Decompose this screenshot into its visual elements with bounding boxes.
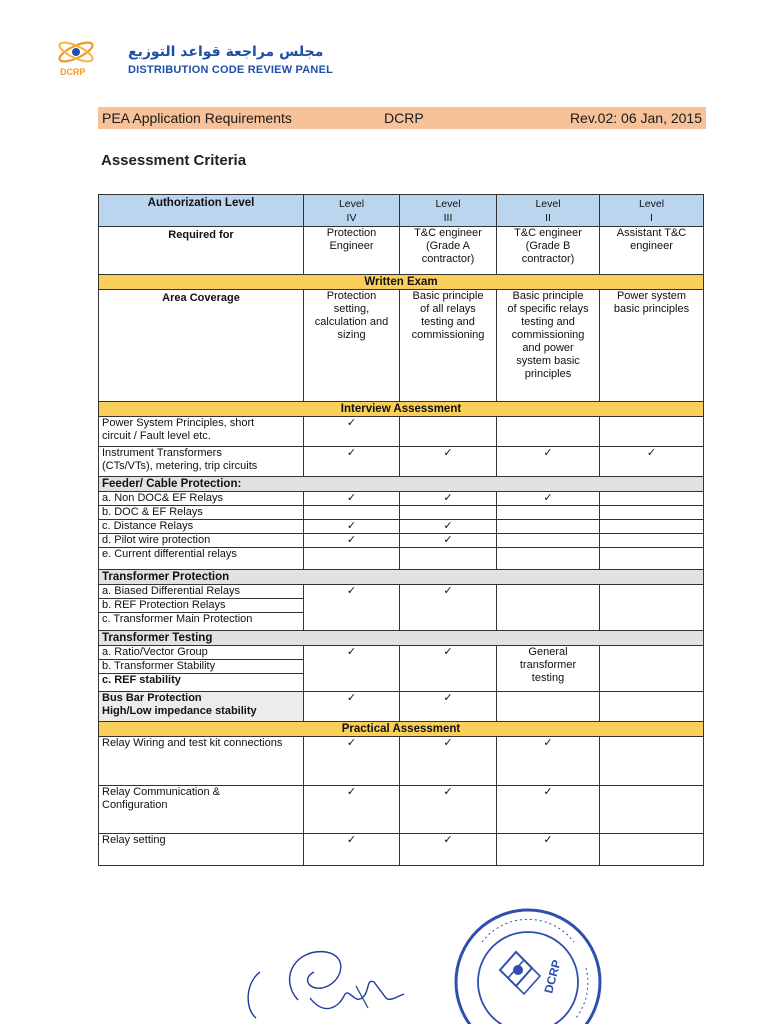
check-mark: ✓ [304,447,400,477]
text-line: Relay setting [102,834,166,846]
table-row [99,834,704,866]
text-line: Configuration [102,799,168,811]
level-iv [304,195,400,227]
check-mark: ✓ [304,417,400,447]
list-item: e. Current differential relays [99,547,303,561]
text-line: principles [524,368,572,380]
bus-bar-protection [99,692,304,722]
doc-title: PEA Application Requirements [102,110,292,126]
feeder-items-row [99,492,704,570]
text-line: (Grade A [425,240,471,252]
text-line: testing and [421,316,475,328]
section-title: Assessment Criteria [101,152,247,169]
doc-org: DCRP [384,110,424,126]
check-mark: ✓ [543,492,553,504]
level-label: Level [638,198,665,210]
check-mark: ✓ [304,786,400,834]
text-line: setting, [333,303,370,315]
list-item: d. Pilot wire protection [99,533,303,547]
level-label: Level [338,198,365,210]
text-line: calculation and [314,316,389,328]
list-item: b. Transformer Stability [99,659,303,673]
check-mark: ✓ [400,447,497,477]
check-mark: ✓ [400,692,497,722]
list-item: b. DOC & EF Relays [99,505,303,519]
text-line: engineer [630,240,673,252]
authorization-row [99,195,704,227]
empty-cell [600,692,704,722]
check-mark: ✓ [400,646,497,692]
check-mark: ✓ [497,786,600,834]
check-mark: ✓ [304,646,400,692]
written-exam-row [99,275,704,290]
transformer-testing-items-row [99,646,704,692]
text-line: Assistant T&C [616,227,687,239]
check-mark: ✓ [443,492,453,504]
relay-setting [99,834,304,866]
empty-subcell [603,492,700,505]
list-item: a. Biased Differential Relays [102,585,240,597]
text-line: and power [522,342,574,354]
check-mark: ✓ [304,737,400,786]
level-number: I [650,212,653,224]
level-label: Level [435,198,461,210]
text-line: of specific relays [507,303,589,315]
table-row [99,447,704,477]
empty-subcell [497,547,599,561]
empty-cell [400,417,497,447]
empty-subcell [600,533,703,547]
bus-bar-row [99,692,704,722]
check-mark: ✓ [304,585,400,631]
check-mark: ✓ [400,834,497,866]
text-line: basic principles [613,303,690,315]
text-line: transformer [519,659,577,671]
empty-cell [600,834,704,866]
level-i [600,195,704,227]
area-coverage-level-iii [400,290,497,402]
text-line: T&C engineer [514,227,582,239]
feeder-cable-protection-row [99,477,704,492]
text-line: testing and [521,316,575,328]
level-number: IV [346,212,357,224]
interview-assessment-label: Interview Assessment [99,402,704,417]
interview-assessment-row [99,402,704,417]
text-line: Protection [326,227,377,239]
relay-communication [99,786,304,834]
empty-subcell [600,519,703,533]
empty-subcell [600,505,703,519]
empty-cell [497,692,600,722]
area-coverage-label: Area Coverage [99,290,304,402]
empty-subcell [600,547,703,561]
text-line: T&C engineer [414,227,482,239]
check-mark: ✓ [400,585,497,631]
check-mark: ✓ [600,447,704,477]
text-line: Relay Communication & [102,786,220,798]
text-line: Bus Bar Protection [102,692,202,704]
check-mark: ✓ [304,519,399,533]
list-item: c. Distance Relays [99,519,303,533]
transformer-testing-items [99,646,304,692]
assessment-table [98,194,704,866]
empty-cell [600,786,704,834]
feeder-items [99,492,304,570]
level-number: III [443,212,453,224]
empty-subcell [304,505,399,519]
empty-subcell [400,505,496,519]
required-for-level-ii [497,227,600,275]
feeder-level-ii [497,492,600,570]
level-label: Level [535,198,561,210]
general-transformer-testing [497,646,600,692]
required-for-row [99,227,704,275]
feeder-level-iii [400,492,497,570]
empty-cell [600,417,704,447]
practical-assessment-row [99,722,704,737]
required-for-level-i [600,227,704,275]
list-item: a. Ratio/Vector Group [102,646,208,658]
authorization-label: Authorization Level [99,195,304,227]
area-coverage-level-ii [497,290,600,402]
arabic-org-name: مجلس مراجعة قواعد التوزيع [128,44,324,60]
text-line: Power system [616,290,687,302]
transformer-testing-row [99,631,704,646]
empty-cell [600,737,704,786]
area-coverage-level-iv [304,290,400,402]
check-mark: ✓ [497,447,600,477]
transformer-protection-items-row [99,585,704,631]
revision: Rev.02: 06 Jan, 2015 [569,110,702,126]
practical-assessment-label: Practical Assessment [99,722,704,737]
org-name: DISTRIBUTION CODE REVIEW PANEL [128,64,334,76]
transformer-protection-row [99,570,704,585]
text-line: General [528,646,568,658]
text-line: Power System Principles, short [102,417,255,429]
text-line: contractor) [521,253,575,265]
feeder-level-iv [304,492,400,570]
official-stamp [452,906,604,1024]
list-item: b. REF Protection Relays [99,598,303,612]
empty-subcell [497,533,599,547]
list-item: a. Non DOC& EF Relays [102,492,224,504]
text-line: Instrument Transformers [102,447,222,459]
logo-text: DCRP [60,67,86,77]
text-line: Basic principle [512,290,584,302]
check-mark: ✓ [400,737,497,786]
area-coverage-row [99,290,704,402]
level-ii [497,195,600,227]
empty-subcell [304,547,399,561]
table-row [99,786,704,834]
text-line: (Grade B [525,240,571,252]
feeder-cable-protection-title: Feeder/ Cable Protection: [99,477,704,492]
signature [238,938,418,1024]
text-line: testing [531,672,565,684]
feeder-level-i [600,492,704,570]
header-band [98,107,706,129]
transformer-testing-title: Transformer Testing [99,631,704,646]
text-line: (CTs/VTs), metering, trip circuits [102,460,258,472]
table-row [99,737,704,786]
text-line: circuit / Fault level etc. [102,430,211,442]
required-for-level-iii [400,227,497,275]
svg-text:DCRP: DCRP [541,958,564,995]
written-exam-label: Written Exam [99,275,704,290]
transformer-protection-items [99,585,304,631]
list-item: c. Transformer Main Protection [99,612,303,626]
text-line: Relay Wiring and test kit connections [102,737,283,749]
text-line: Basic principle [412,290,484,302]
check-mark: ✓ [304,533,399,547]
text-line: High/Low impedance stability [102,705,257,717]
empty-cell [600,585,704,631]
check-mark: ✓ [400,786,497,834]
empty-cell [497,585,600,631]
required-for-label: Required for [99,227,304,275]
power-system-principles [99,417,304,447]
table-row [99,417,704,447]
text-line: sizing [337,329,366,341]
check-mark: ✓ [400,519,496,533]
required-for-level-iv [304,227,400,275]
empty-subcell [497,505,599,519]
list-item: c. REF stability [99,673,303,687]
text-line: system basic [516,355,580,367]
check-mark: ✓ [497,834,600,866]
check-mark: ✓ [304,692,400,722]
transformer-protection-title: Transformer Protection [99,570,704,585]
empty-cell [497,417,600,447]
check-mark: ✓ [497,737,600,786]
relay-wiring [99,737,304,786]
text-line: contractor) [421,253,475,265]
text-line: of all relays [420,303,476,315]
text-line: Protection [326,290,377,302]
check-mark: ✓ [346,492,357,504]
text-line: commissioning [411,329,485,341]
level-iii [400,195,497,227]
empty-subcell [400,547,496,561]
text-line: commissioning [511,329,585,341]
level-number: II [545,212,551,224]
check-mark: ✓ [400,533,496,547]
instrument-transformers [99,447,304,477]
empty-subcell [497,519,599,533]
area-coverage-level-i [600,290,704,402]
empty-cell [600,646,704,692]
check-mark: ✓ [304,834,400,866]
text-line: Engineer [329,240,374,252]
